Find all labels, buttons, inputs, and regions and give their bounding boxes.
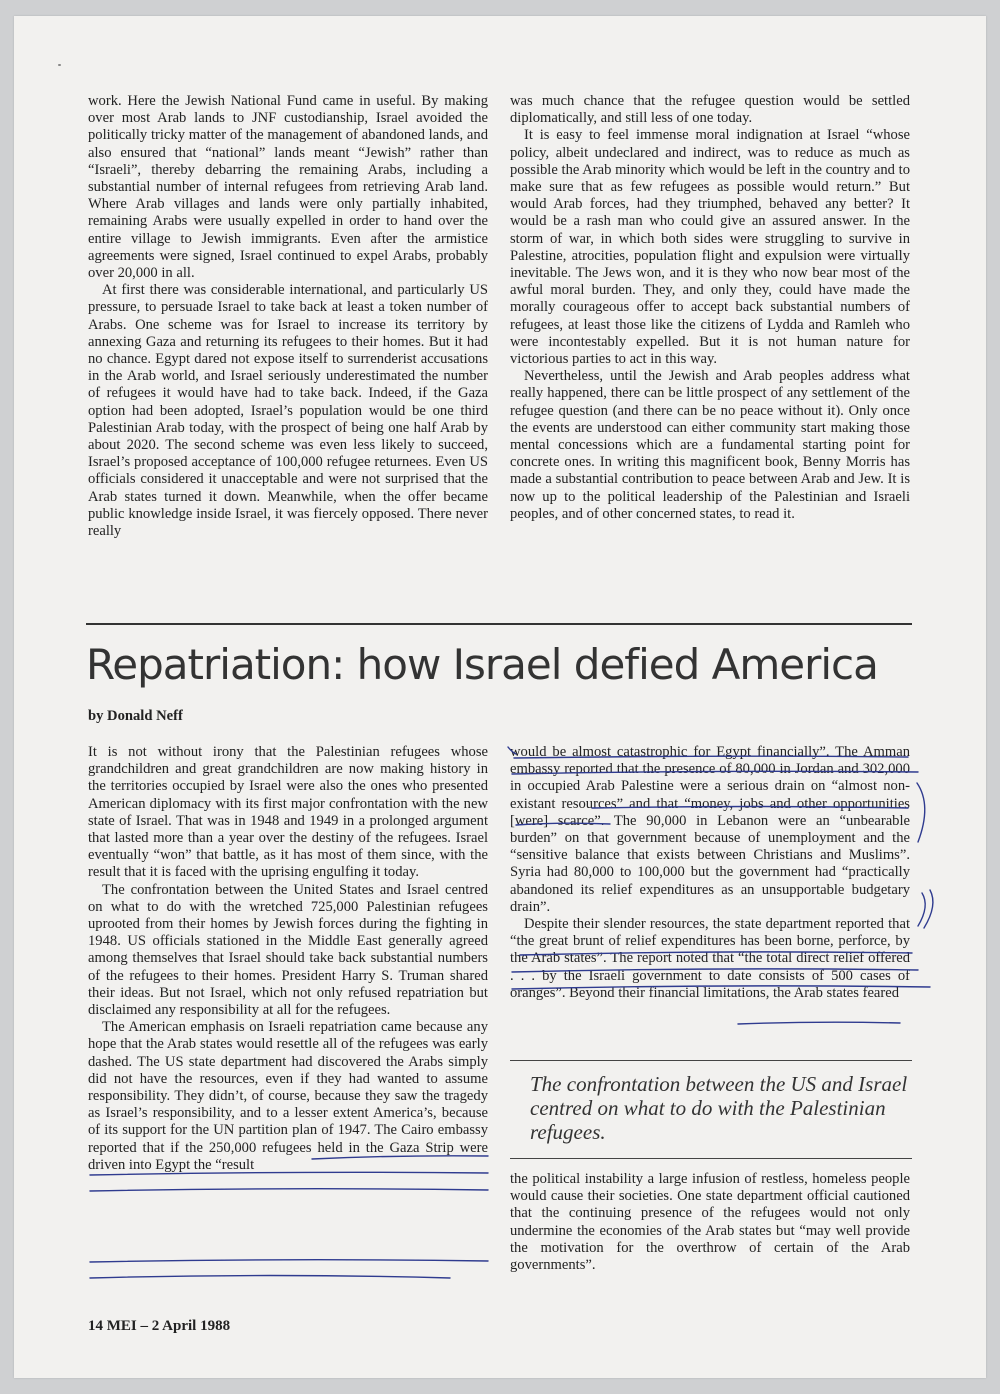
article-left-column — [88, 744, 488, 1174]
article-right-paragraph-1: would be almost catastrophic for Egypt financially”. The Amman embassy reported that the presence of 80,000 in Jordan and 302,000 in occupied Arab Palestine were a serious drain on “almost non-existant resources” and that “money, jobs and other opportunities [were] scarce”. The 90,000 in Lebanon were an “unbearable burden” on that government because of unemployment and the “sensitive balance that exists between Christians and Muslims”. Syria had 80,000 to 100,000 but the government had “practically abandoned its relief expenditures as an unsupportable budgetary drain”. — [510, 744, 910, 915]
article-left-paragraph-1: It is not without irony that the Palestinian refugees whose grandchildren and great grandchildren are now making history in the territories occupied by Israel were also the ones who presented American diplomacy with its first major confrontation with the new state of Israel. That was in 1948 and 1949 in a prolonged argument that lasted more than a year over the destiny of the refugees. Israel eventually “won” that battle, as it has most of them since, with the result that it is faced with the uprising engulfing it today. — [88, 744, 488, 881]
bracket-right-lower-2 — [918, 893, 925, 926]
pull-quote-rule-bottom — [510, 1158, 912, 1159]
article-right-column — [510, 744, 910, 1002]
article-byline: by Donald Neff — [88, 708, 183, 724]
section-divider — [86, 623, 912, 625]
underline-oranges — [738, 1022, 900, 1024]
article-left-paragraph-3: The American emphasis on Israeli repatriation came because any hope that the Arab states would resettle all of the refugees was early dashed. The US state department had discovered the Arabs simply did not have the resources, even if they had wanted to assume responsibility. They didn’t, of course, because they saw the tragedy as Israel’s responsibility, and to a lesser extent America’s, because of its support for the UN partition plan of 1947. The Cairo embassy reported that if the 250,000 refugees held in the Gaza Strip were driven into Egypt the “result — [88, 1019, 488, 1173]
page-footer: 14 MEI – 2 April 1988 — [88, 1318, 231, 1334]
paper-speck — [58, 64, 61, 66]
article-left-paragraph-2: The confrontation between the United States and Israel centred on what to do with the wretched 725,000 Palestinian refugees uprooted from their homes by Jewish forces during the fighting in 1948. US officials stationed in the Middle East generally agreed among themselves that Israel should take back substantial numbers of the refugees to their homes. President Harry S. Truman shared their ideas. But not Israel, which not only refused repatriation but disclaimed any responsibility at all for the refugees. — [88, 881, 488, 1019]
top-left-paragraph-2: At first there was considerable international, and particularly US pressure, to persuade Israel to take back at least a token number of Arabs. One scheme was for Israel to increase its territory by annexing Gaza and returning its refugees to their homes. But it had no chance. Egypt dared not expose itself to surrenderist accusations in the Arab world, and Israel seriously underestimated the number of refugees it would have had to take back. Indeed, if the Gaza option had been adopted, Israel’s population would be one third Palestinian Arab today, with the prospect of being one half Arab by about 2020. The second scheme was even less likely to succeed, Israel’s proposed acceptance of 100,000 refugee returnees. Even US officials considered it unacceptable and were not surprised that the Arab states turned it down. Meanwhile, when the offer became public knowledge inside Israel, it was fiercely opposed. There never really — [88, 282, 488, 540]
underline-cairo-embassy — [90, 1260, 488, 1262]
pull-quote: The confrontation between the US and Israel centred on what to do with the Palestinian refugees. — [530, 1072, 908, 1144]
top-right-paragraph-3: Nevertheless, until the Jewish and Arab peoples address what really happened, there can be little prospect of any settlement of the refugee question (and there can be no peace without it). Only once the events are understood can either community start making those mental concessions which are a fundamental starting point for concrete ones. In writing this magnificent book, Benny Morris has made a substantial contribution to peace between Arab and Jew. It is now up to the political leadership of the Palestinian and Israeli peoples, and of other concerned states, to read it. — [510, 368, 910, 522]
article-right-paragraph-2: Despite their slender resources, the state department reported that “the great brunt of relief expenditures has been borne, perforce, by the Arab states”. The report noted that “the total direct relief offered . . . by the Israeli government to date consists of 500 cases of oranges”. Beyond their financial limitations, the Arab states feared — [510, 916, 910, 1001]
underline-gaza-strip — [90, 1276, 450, 1279]
article-headline: Repatriation: how Israel defied America — [86, 640, 878, 689]
article-continuation — [510, 1171, 910, 1274]
bracket-right-upper — [917, 783, 925, 842]
top-left-column — [88, 93, 488, 540]
bracket-right-lower — [924, 890, 933, 928]
top-right-paragraph-1: was much chance that the refugee question would be settled diplomatically, and still less of one today. — [510, 93, 910, 127]
pull-quote-rule-top — [510, 1060, 912, 1061]
top-left-paragraph-1: work. Here the Jewish National Fund came in useful. By making over most Arab lands to JNF custodianship, Israel avoided the politically tricky matter of the management of abandoned lands, and also ensured that “national” lands meant “Jewish” rather than “Israeli”, thereby debarring the remaining Arabs, including a substantial number of internal refugees from retrieving Arab land. Where Arab villages and lands were only partially inhabited, remaining Arabs were usually expelled in order to hand over the entire village to Jewish immigrants. Even after the armistice agreements were signed, Israel continued to expel Arabs, probably over 20,000 in all. — [88, 93, 488, 282]
top-right-paragraph-2: It is easy to feel immense moral indignation at Israel “whose policy, albeit undeclared and indirect, was to reduce as much as possible the Arab minority which would be left in the country and to make sure that as few refugees as possible would return.” But would Arab forces, had they triumphed, behaved any better? It would be a rash man who could give an assured answer. In the storm of war, in which both sides were struggling to survive in Palestine, atrocities, population flight and expulsion were virtually inevitable. The Jews won, and it is they who now bear most of the awful moral burden. They, and only they, could have made the morally courageous offer to accept back substantial numbers of refugees, at least those like the citizens of Lydda and Ramleh who were incontestably expelled. But it is not human nature for victorious parties to act in this way. — [510, 127, 910, 368]
continuation-paragraph: the political instability a large infusion of restless, homeless people would cause their societies. One state department official cautioned that the continuing presence of the refugees would not only undermine the economies of the Arab states but “may well provide the motivation for the overthrow of certain of the Arab governments”. — [510, 1171, 910, 1274]
top-right-column — [510, 93, 910, 523]
underline-even-if — [90, 1189, 488, 1191]
